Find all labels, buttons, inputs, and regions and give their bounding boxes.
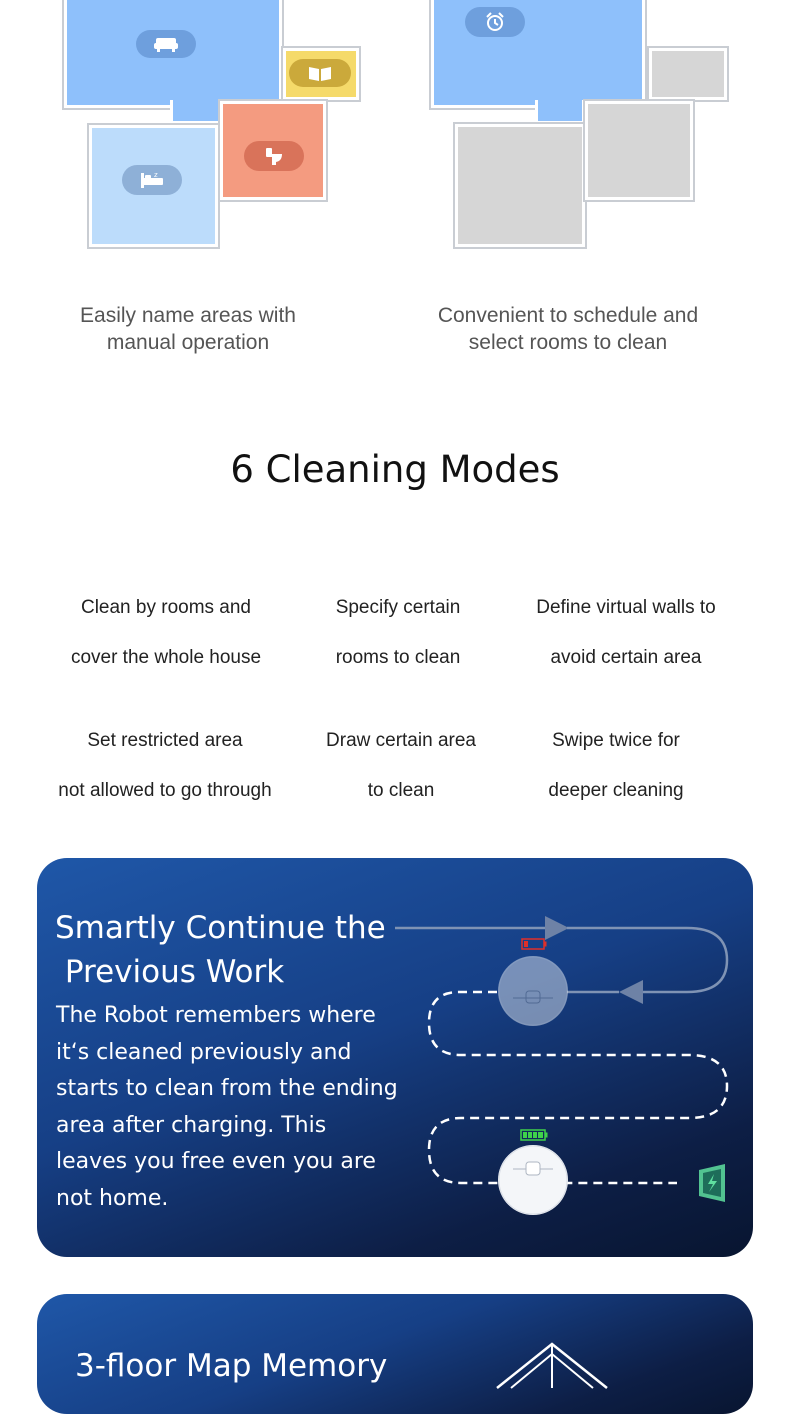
mode-item — [504, 570, 748, 695]
body-line: The Robot remembers where — [56, 1003, 376, 1028]
mode-item — [292, 570, 504, 695]
svg-text:z: z — [154, 171, 158, 179]
mode-line: Specify certain — [335, 597, 461, 618]
mode-item — [510, 703, 722, 828]
mode-line: cover the whole house — [70, 647, 262, 668]
arrow-left-icon — [619, 980, 643, 1004]
mode-line: Define virtual walls to — [536, 597, 716, 618]
mode-line: avoid certain area — [550, 647, 702, 668]
room-map-named — [0, 0, 395, 260]
room-gray-medium — [585, 101, 693, 200]
robot-path-illustration — [377, 898, 747, 1228]
continue-panel-body — [56, 998, 416, 1217]
panel-title-line: Smartly Continue the — [55, 910, 386, 946]
cleaning-path — [429, 992, 727, 1183]
robot-faded-icon — [498, 956, 568, 1026]
body-line: starts to clean from the ending — [56, 1076, 398, 1101]
house-icon — [487, 1340, 617, 1390]
body-line: it‘s cleaned previously and — [56, 1039, 352, 1065]
map-memory-panel — [37, 1294, 753, 1414]
mode-item — [30, 703, 300, 828]
map-memory-title: 3-floor Map Memory — [75, 1348, 388, 1384]
room-map-schedule — [395, 0, 790, 260]
arrow-right-icon — [545, 916, 569, 940]
caption-line: manual operation — [106, 331, 270, 354]
alarm-clock-icon[interactable] — [465, 7, 525, 37]
battery-full-icon — [521, 1130, 548, 1140]
battery-low-icon — [522, 939, 547, 949]
mode-line: deeper cleaning — [548, 780, 684, 801]
mode-item — [40, 570, 292, 695]
caption-line: Convenient to schedule and — [437, 304, 699, 327]
caption-line: select rooms to clean — [468, 331, 668, 354]
continue-work-panel — [37, 858, 753, 1257]
mode-line: to clean — [367, 780, 435, 801]
panel-title-line: Previous Work — [55, 954, 285, 990]
caption-line: Easily name areas with — [80, 304, 296, 327]
room-scheduled-lower — [535, 100, 585, 124]
bed-icon[interactable] — [122, 165, 182, 195]
book-icon[interactable] — [289, 59, 351, 87]
mode-line: Clean by rooms and — [80, 597, 252, 618]
feature-caption-schedule — [395, 302, 741, 356]
room-gray-small — [649, 48, 727, 100]
sofa-icon[interactable] — [136, 30, 196, 58]
body-line: not home. — [56, 1185, 169, 1211]
robot-icon — [498, 1145, 568, 1215]
mode-line: not allowed to go through — [58, 780, 272, 801]
mode-line: Set restricted area — [87, 730, 243, 751]
mode-line: Draw certain area — [326, 730, 476, 751]
toilet-icon[interactable] — [244, 141, 304, 171]
charging-dock-icon — [699, 1164, 725, 1202]
cleaning-modes-title: 6 Cleaning Modes — [230, 448, 560, 491]
room-gray-large — [455, 124, 585, 247]
body-line: leaves you free even you are — [56, 1149, 376, 1174]
feature-caption-name-areas — [20, 302, 356, 356]
mode-line: Swipe twice for — [552, 730, 680, 751]
mode-line: rooms to clean — [335, 647, 461, 668]
body-line: area after charging. This — [56, 1112, 327, 1138]
room-scheduled — [431, 0, 645, 108]
mode-item — [300, 703, 502, 828]
